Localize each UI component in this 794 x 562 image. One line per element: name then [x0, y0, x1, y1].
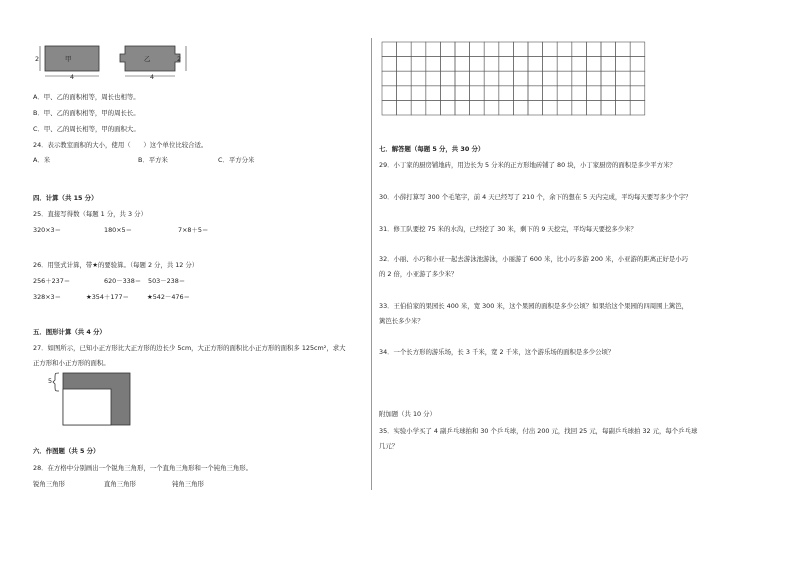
q26-item-4: 328×3＝ — [33, 293, 62, 301]
grid-cell[interactable] — [630, 42, 645, 57]
grid-cell[interactable] — [513, 42, 528, 57]
grid-cell[interactable] — [543, 42, 558, 57]
q26-item-6: ★542－476＝ — [147, 293, 190, 301]
grid-cell[interactable] — [499, 57, 514, 72]
section4-title: 四．计算（共 15 分） — [33, 194, 98, 202]
q28-label-acute: 锐角三角形 — [33, 480, 65, 488]
grid-cell[interactable] — [630, 86, 645, 101]
q23-option-b: B．甲、乙的面积相等，甲的周长长。 — [33, 109, 140, 117]
extra-title: 附加题（共 10 分） — [379, 410, 436, 418]
grid-cell[interactable] — [455, 100, 470, 115]
grid-cell[interactable] — [470, 100, 485, 115]
grid-cell[interactable] — [382, 100, 397, 115]
grid-cell[interactable] — [543, 100, 558, 115]
q24-text: 24．表示教室面积的大小，使用（ ）这个单位比较合适。 — [33, 141, 208, 149]
grid-cell[interactable] — [543, 86, 558, 101]
grid-cell[interactable] — [557, 86, 572, 101]
grid-cell[interactable] — [455, 57, 470, 72]
grid-cell[interactable] — [528, 57, 543, 72]
q24-option-c: C．平方分米 — [218, 156, 255, 164]
grid-cell[interactable] — [630, 71, 645, 86]
q26-item-2: 620－338＝ — [104, 277, 142, 285]
grid-cell[interactable] — [528, 71, 543, 86]
grid-cell[interactable] — [513, 100, 528, 115]
grid-cell[interactable] — [601, 57, 616, 72]
q26-item-5: ★354＋177＝ — [86, 293, 129, 301]
figure-yi-label: 乙 — [144, 55, 151, 63]
section6-title: 六．作图题（共 5 分） — [33, 447, 100, 455]
figure-yi — [118, 42, 198, 82]
grid-cell[interactable] — [557, 57, 572, 72]
grid-cell[interactable] — [470, 42, 485, 57]
q28-text: 28．在方格中分别画出一个锐角三角形，一个直角三角形和一个钝角三角形。 — [33, 464, 253, 472]
column-divider — [371, 38, 372, 490]
grid-cell[interactable] — [382, 57, 397, 72]
grid-cell[interactable] — [397, 42, 412, 57]
grid-cell[interactable] — [586, 71, 601, 86]
grid-cell[interactable] — [601, 42, 616, 57]
grid-cell[interactable] — [484, 86, 499, 101]
q29-text: 29．小丁家的厨房铺地砖，用边长为 5 分米的正方形地砖铺了 80 块，小丁家厨房的面积是多少平方米？ — [379, 161, 676, 169]
grid-cell[interactable] — [382, 86, 397, 101]
grid-cell[interactable] — [499, 100, 514, 115]
grid-cell[interactable] — [572, 71, 587, 86]
grid-cell[interactable] — [484, 71, 499, 86]
grid-cell[interactable] — [382, 71, 397, 86]
section7-title: 七．解答题（每题 5 分，共 30 分） — [379, 145, 485, 153]
grid-cell[interactable] — [557, 100, 572, 115]
grid-cell[interactable] — [528, 42, 543, 57]
grid-cell[interactable] — [513, 57, 528, 72]
q27-squares-figure — [48, 370, 138, 430]
grid-cell[interactable] — [616, 42, 631, 57]
grid-cell[interactable] — [630, 100, 645, 115]
grid-cell[interactable] — [455, 86, 470, 101]
grid-cell[interactable] — [411, 100, 426, 115]
q26-item-1: 256＋237＝ — [33, 277, 71, 285]
grid-cell[interactable] — [484, 57, 499, 72]
grid-cell[interactable] — [513, 71, 528, 86]
section5-title: 五．图形计算（共 4 分） — [33, 328, 106, 336]
grid-cell[interactable] — [411, 86, 426, 101]
grid-cell[interactable] — [586, 100, 601, 115]
grid-cell[interactable] — [572, 86, 587, 101]
grid-cell[interactable] — [426, 57, 441, 72]
q25-text: 25．直接写得数（每题 1 分，共 3 分） — [33, 210, 147, 218]
q33-line1: 33．王伯伯家的果园长 400 米，宽 300 米，这个果园的面积是多少公顷？如果给这个果园的四周围上篱笆， — [379, 302, 689, 310]
grid-cell[interactable] — [426, 42, 441, 57]
q35-line2: 几元？ — [379, 442, 399, 450]
q25-item-2: 180×5＝ — [104, 226, 133, 234]
grid-cell[interactable] — [543, 71, 558, 86]
grid-cell[interactable] — [586, 42, 601, 57]
grid-cell[interactable] — [616, 57, 631, 72]
q27-line2: 正方形和小正方形的面积。 — [33, 359, 110, 367]
drawing-grid[interactable] — [382, 42, 652, 116]
figure-yi-width: 4 — [150, 73, 155, 81]
q35-line1: 35．实验小学买了 4 副乒乓球拍和 30 个乒乓球，付出 200 元，找回 25 元，每副乒乓球拍 32 元，每个乒乓球 — [379, 427, 698, 435]
grid-cell[interactable] — [499, 86, 514, 101]
grid-cell[interactable] — [397, 71, 412, 86]
figure-jia-label: 甲 — [65, 55, 72, 63]
grid-cell[interactable] — [470, 86, 485, 101]
q27-line1: 27．如图所示，已知小正方形比大正方形的边长少 5cm，大正方形的面积比小正方形的面积多 125cm²，求大 — [33, 344, 346, 352]
grid-cell[interactable] — [586, 86, 601, 101]
grid-cell[interactable] — [397, 57, 412, 72]
grid-cell[interactable] — [601, 100, 616, 115]
grid-cell[interactable] — [426, 86, 441, 101]
grid-cell[interactable] — [440, 86, 455, 101]
grid-cell[interactable] — [455, 71, 470, 86]
q25-item-3: 7×8＋5＝ — [178, 226, 209, 234]
grid-cell[interactable] — [616, 71, 631, 86]
q23-option-a: A．甲、乙的面积相等，周长也相等。 — [33, 93, 140, 101]
q25-item-1: 320×3＝ — [33, 226, 62, 234]
grid-cell[interactable] — [616, 86, 631, 101]
grid-cell[interactable] — [397, 86, 412, 101]
grid-cell[interactable] — [470, 57, 485, 72]
q28-label-obtuse: 钝角三角形 — [172, 480, 204, 488]
grid-cell[interactable] — [455, 42, 470, 57]
grid-cell[interactable] — [440, 42, 455, 57]
grid-cell[interactable] — [528, 100, 543, 115]
grid-cell[interactable] — [557, 42, 572, 57]
grid-cell[interactable] — [426, 71, 441, 86]
grid-cell[interactable] — [630, 57, 645, 72]
q24-option-b: B．平方米 — [138, 156, 168, 164]
grid-cell[interactable] — [586, 57, 601, 72]
grid-cell[interactable] — [440, 57, 455, 72]
grid-cell[interactable] — [513, 86, 528, 101]
grid-cell[interactable] — [426, 100, 441, 115]
figure-jia-width: 4 — [70, 73, 75, 81]
q32-line1: 32．小丽、小巧和小亚一起去游泳池游泳，小丽游了 600 米，比小巧多游 200 米，小亚游的距离正好是小巧 — [379, 255, 689, 263]
q32-line2: 的 2 倍，小亚游了多少米？ — [379, 270, 458, 278]
q28-label-right: 直角三角形 — [104, 480, 136, 488]
q34-text: 34．一个长方形的游乐场，长 3 千米，宽 2 千米，这个游乐场的面积是多少公顷？ — [379, 348, 615, 356]
grid-cell[interactable] — [572, 57, 587, 72]
grid-cell[interactable] — [616, 100, 631, 115]
grid-cell[interactable] — [411, 71, 426, 86]
q30-text: 30．小薛打算写 300 个毛笔字，前 4 天已经写了 210 个，余下的想在 5 天内完成，平均每天要写多少个字？ — [379, 193, 692, 201]
q24-option-a: A．米 — [33, 156, 51, 164]
grid-cell[interactable] — [499, 42, 514, 57]
grid-cell[interactable] — [470, 71, 485, 86]
grid-cell[interactable] — [572, 100, 587, 115]
grid-cell[interactable] — [440, 100, 455, 115]
q26-text: 26．用竖式计算，带★的要验算。（每题 2 分，共 12 分） — [33, 261, 199, 269]
grid-cell[interactable] — [572, 42, 587, 57]
grid-cell[interactable] — [601, 86, 616, 101]
q23-option-c: C．甲、乙的周长相等，甲的面积大。 — [33, 125, 140, 133]
grid-cell[interactable] — [382, 42, 397, 57]
grid-cell[interactable] — [528, 86, 543, 101]
grid-cell[interactable] — [557, 71, 572, 86]
grid-cell[interactable] — [543, 57, 558, 72]
grid-cell[interactable] — [411, 57, 426, 72]
grid-cell[interactable] — [484, 100, 499, 115]
figure-yi-height: 2 — [177, 55, 182, 63]
grid-cell[interactable] — [601, 71, 616, 86]
figure-jia-height: 2 — [35, 55, 40, 63]
grid-cell[interactable] — [499, 71, 514, 86]
grid-cell[interactable] — [397, 100, 412, 115]
grid-cell[interactable] — [440, 71, 455, 86]
grid-cell[interactable] — [411, 42, 426, 57]
q33-line2: 篱笆长多少米？ — [379, 317, 424, 325]
grid-cell[interactable] — [484, 42, 499, 57]
q31-text: 31．修工队要挖 75 米的水沟，已经挖了 30 米，剩下的 9 天挖完，平均每天要挖多少米？ — [379, 225, 637, 233]
q26-item-3: 503－238＝ — [148, 277, 186, 285]
q27-fig-label: 5 — [48, 377, 53, 385]
